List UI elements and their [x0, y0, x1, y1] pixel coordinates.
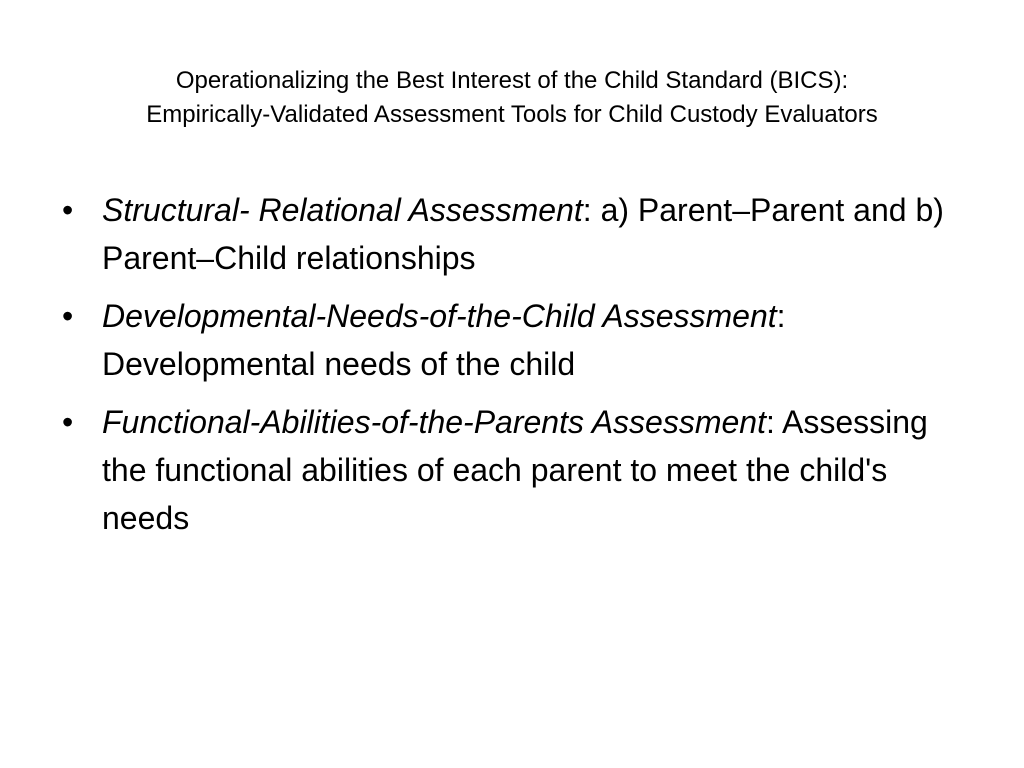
bullet-separator: :	[776, 298, 786, 334]
bullet-item-structural-relational	[60, 186, 960, 282]
bullet-separator: :	[765, 404, 775, 440]
bullet-item-developmental-needs	[60, 292, 960, 388]
bullet-text: a) Parent–Parent and b) Parent–Child relationships	[102, 192, 944, 276]
slide-title	[40, 64, 984, 132]
bullet-icon: •	[62, 298, 74, 334]
bullet-text: Developmental needs of the child	[102, 346, 576, 382]
slide-title-line-2: Empirically-Validated Assessment Tools for Child Custody Evaluators	[146, 101, 878, 128]
bullet-text: Assessing the functional abilities of each parent to meet the child's needs	[102, 404, 928, 536]
bullet-icon: •	[62, 192, 74, 228]
bullet-term: Structural- Relational Assessment	[102, 192, 583, 228]
bullet-list	[60, 186, 960, 552]
slide-title-line-1: Operationalizing the Best Interest of the Child Standard (BICS):	[175, 67, 849, 94]
bullet-term: Functional-Abilities-of-the-Parents Assessment	[102, 404, 766, 440]
bullet-term: Developmental-Needs-of-the-Child Assessment	[102, 298, 777, 334]
bullet-item-functional-abilities	[60, 398, 960, 542]
bullet-icon: •	[62, 404, 74, 440]
bullet-separator: :	[582, 192, 592, 228]
